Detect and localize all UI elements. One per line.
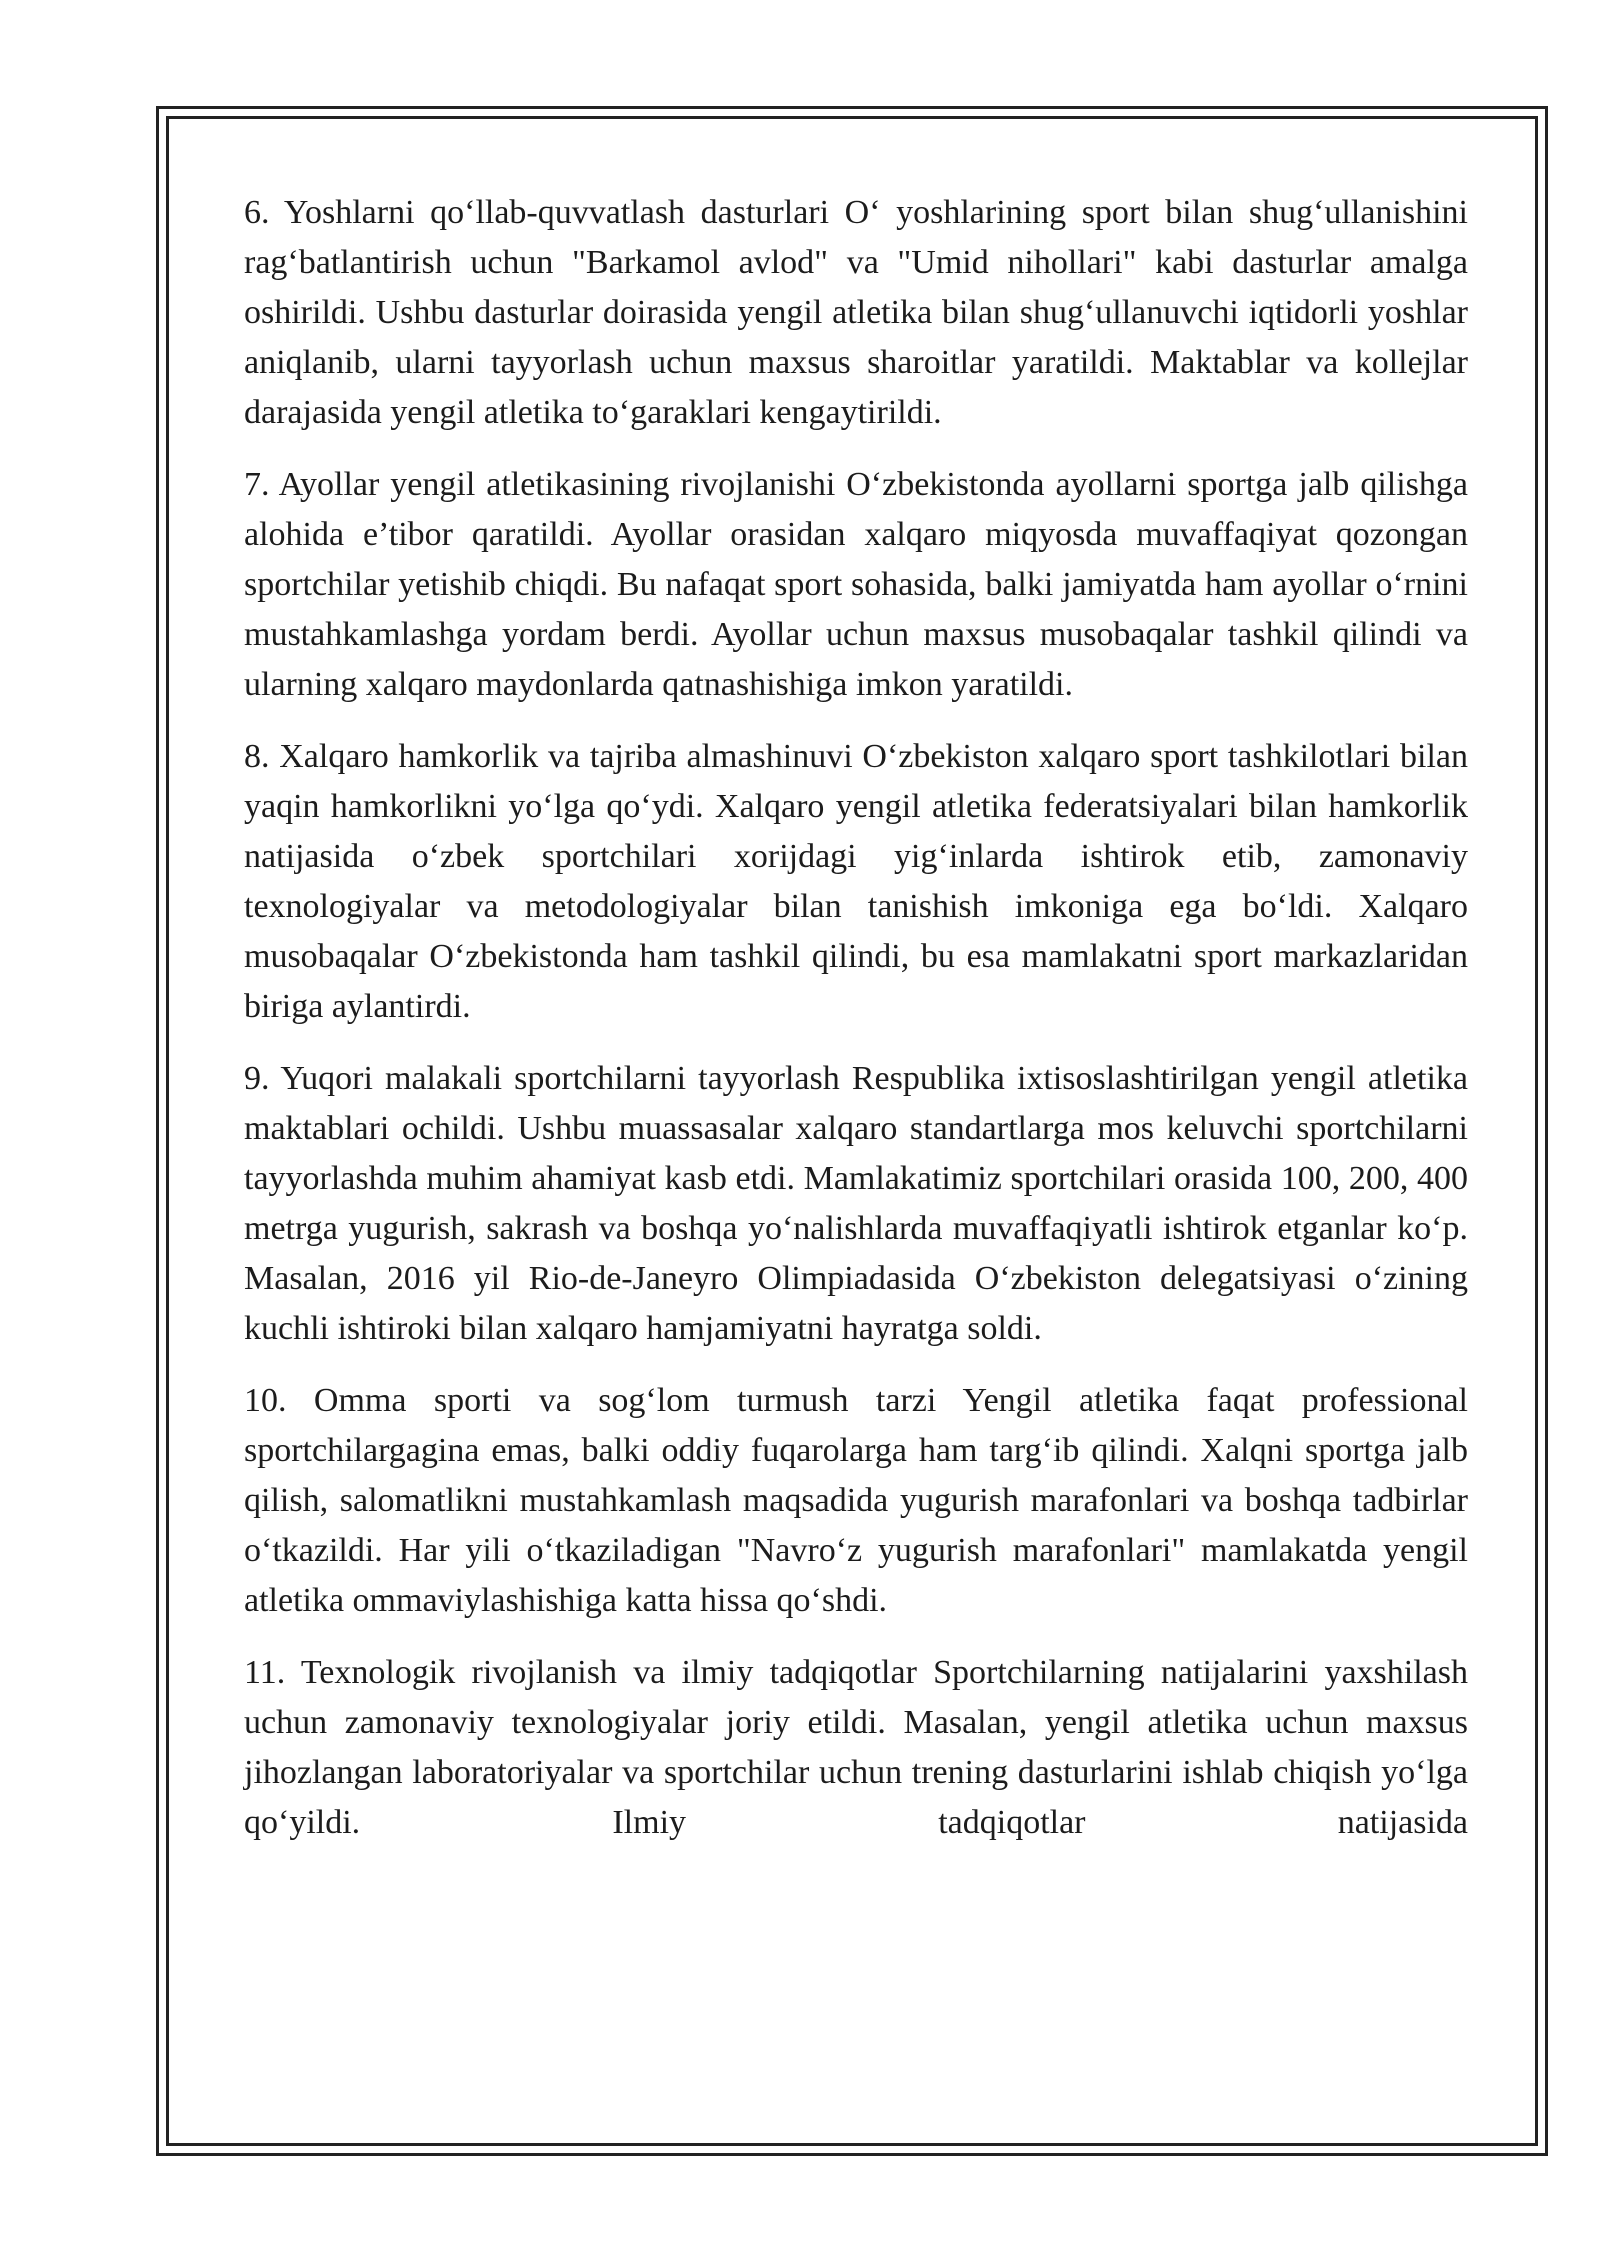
paragraph-11: 11. Texnologik rivojlanish va ilmiy tadqiqotlar Sportchilarning natijalarini yaxshilash uchun zamonaviy texnologiyalar joriy etildi. Masalan, yengil atletika uchun maxsus jihozlangan laboratoriyalar va sportchilar uchun trening dasturlarini ishlab chiqish yo‘lga qo‘yildi. Ilmiy tadqiqotlar natijasida bbox=[244, 1654, 1468, 1841]
paragraph-6: 6. Yoshlarni qo‘llab-quvvatlash dasturlari O‘ yoshlarining sport bilan shug‘ullanishini rag‘batlantirish uchun "Barkamol avlod" va "Umid nihollari" kabi dasturlar amalga oshirildi. Ushbu dasturlar doirasida yengil atletika bilan shug‘ullanuvchi iqtidorli yoshlar aniqlanib, ularni tayyorlash uchun maxsus sharoitlar yaratildi. Maktablar va kollejlar darajasida yengil atletika to‘garaklari kengaytirildi. bbox=[244, 194, 1468, 431]
paragraph-7: 7. Ayollar yengil atletikasining rivojlanishi O‘zbekistonda ayollarni sportga jalb qilishga alohida e’tibor qaratildi. Ayollar orasidan xalqaro miqyosda muvaffaqiyat qozongan sportchilar yetishib chiqdi. Bu nafaqat sport sohasida, balki jamiyatda ham ayollar o‘rnini mustahkamlashga yordam berdi. Ayollar uchun maxsus musobaqalar tashkil qilindi va ularning xalqaro maydonlarda qatnashishiga imkon yaratildi. bbox=[244, 466, 1468, 703]
paragraph-9: 9. Yuqori malakali sportchilarni tayyorlash Respublika ixtisoslashtirilgan yengil atletika maktablari ochildi. Ushbu muassasalar xalqaro standartlarga mos keluvchi sportchilarni tayyorlashda muhim ahamiyat kasb etdi. Mamlakatimiz sportchilari orasida 100, 200, 400 metrga yugurish, sakrash va boshqa yo‘nalishlarda muvaffaqiyatli ishtirok etganlar ko‘p. Masalan, 2016 yil Rio-de-Janeyro Olimpiadasida O‘zbekiston delegatsiyasi o‘zining kuchli ishtiroki bilan xalqaro hamjamiyatni hayratga soldi. bbox=[244, 1060, 1468, 1347]
document-body bbox=[244, 188, 1468, 1870]
paragraph-10: 10. Omma sporti va sog‘lom turmush tarzi Yengil atletika faqat professional sportchilargagina emas, balki oddiy fuqarolarga ham targ‘ib qilindi. Xalqni sportga jalb qilish, salomatlikni mustahkamlash maqsadida yugurish marafonlari va boshqa tadbirlar o‘tkazildi. Har yili o‘tkaziladigan "Navro‘z yugurish marafonlari" mamlakatda yengil atletika ommaviylashishiga katta hissa qo‘shdi. bbox=[244, 1382, 1468, 1619]
paragraph-8: 8. Xalqaro hamkorlik va tajriba almashinuvi O‘zbekiston xalqaro sport tashkilotlari bilan yaqin hamkorlikni yo‘lga qo‘ydi. Xalqaro yengil atletika federatsiyalari bilan hamkorlik natijasida o‘zbek sportchilari xorijdagi yig‘inlarda ishtirok etib, zamonaviy texnologiyalar va metodologiyalar bilan tanishish imkoniga ega bo‘ldi. Xalqaro musobaqalar O‘zbekistonda ham tashkil qilindi, bu esa mamlakatni sport markazlaridan biriga aylantirdi. bbox=[244, 738, 1468, 1025]
